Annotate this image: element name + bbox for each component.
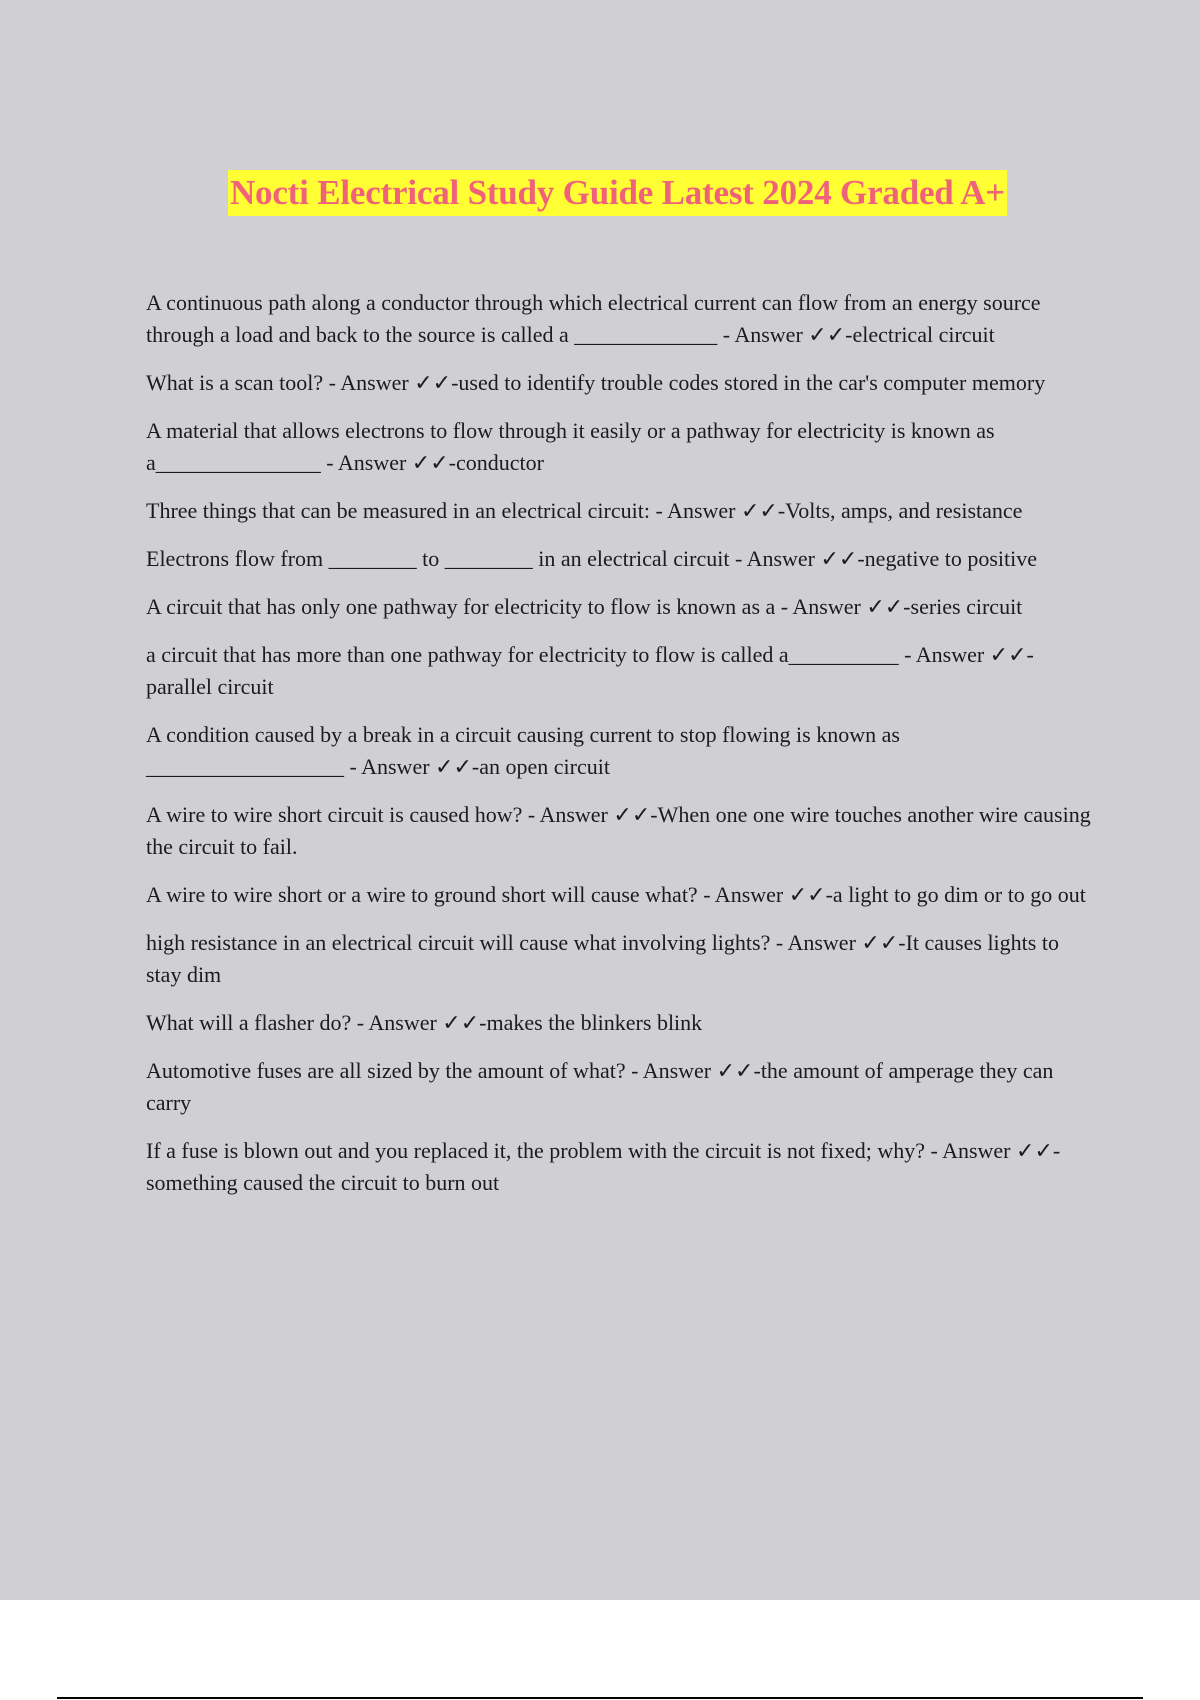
qa-item: high resistance in an electrical circuit will cause what involving lights? - Answer ✓✓-It causes lights to stay dim: [146, 930, 1059, 987]
qa-item: What will a flasher do? - Answer ✓✓-makes the blinkers blink: [146, 1010, 703, 1035]
qa-item: What is a scan tool? - Answer ✓✓-used to identify trouble codes stored in the car's computer memory: [146, 370, 1046, 395]
qa-item: A material that allows electrons to flow through it easily or a pathway for electricity is known as a_______________ - Answer ✓✓-conductor: [146, 418, 995, 475]
qa-item: a circuit that has more than one pathway for electricity to flow is called a__________ - Answer ✓✓-parallel circuit: [146, 642, 1034, 699]
qa-item: Automotive fuses are all sized by the amount of what? - Answer ✓✓-the amount of amperage they can carry: [146, 1058, 1054, 1115]
qa-item: A wire to wire short circuit is caused how? - Answer ✓✓-When one one wire touches another wire causing the circuit to fail.: [146, 802, 1091, 859]
document-title: Nocti Electrical Study Guide Latest 2024 Graded A+: [228, 170, 1007, 216]
qa-item: A continuous path along a conductor through which electrical current can flow from an energy source through a load and back to the source is called a _____________ - Answer ✓✓-electrical circuit: [146, 290, 1041, 347]
qa-item: A condition caused by a break in a circuit causing current to stop flowing is known as __________________ - Answer ✓✓-an open circuit: [146, 722, 900, 779]
footer-divider: [57, 1697, 1143, 1699]
qa-item: A circuit that has only one pathway for electricity to flow is known as a - Answer ✓✓-series circuit: [146, 594, 1023, 619]
qa-list: [146, 287, 1091, 1215]
qa-item: Electrons flow from ________ to ________ in an electrical circuit - Answer ✓✓-negative to positive: [146, 546, 1037, 571]
qa-item: If a fuse is blown out and you replaced it, the problem with the circuit is not fixed; why? - Answer ✓✓-something caused the circuit to burn out: [146, 1138, 1061, 1195]
title-container: [0, 170, 1200, 216]
qa-item: A wire to wire short or a wire to ground short will cause what? - Answer ✓✓-a light to go dim or to go out: [146, 882, 1086, 907]
qa-item: Three things that can be measured in an electrical circuit: - Answer ✓✓-Volts, amps, and resistance: [146, 498, 1023, 523]
